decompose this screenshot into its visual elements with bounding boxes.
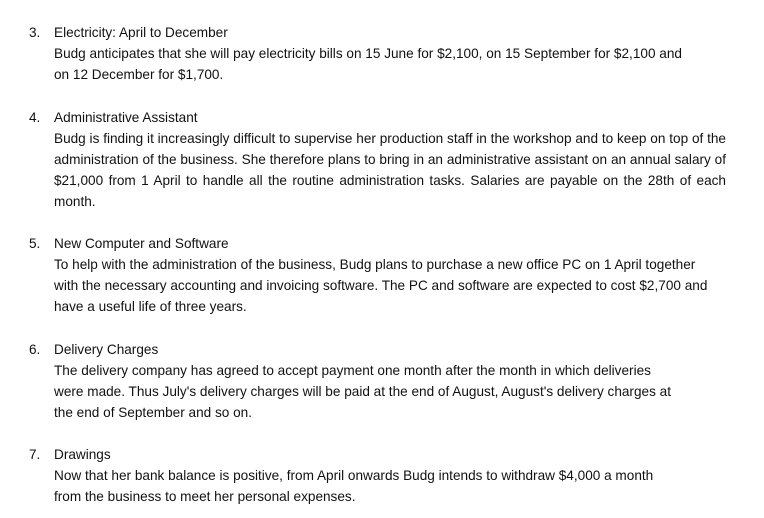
item-title: Administrative Assistant — [54, 110, 198, 125]
item-number: 5. — [29, 236, 41, 251]
item-body: Budg anticipates that she will pay electricity bills on 15 June for $2,100, on 15 September for $2,100 and on 12 December for $1,700. — [54, 46, 682, 82]
item-body: To help with the administration of the business, Budg plans to purchase a new office PC on 1 April together with the necessary accounting and invoicing software. The PC and software are expected to cost $2,700 and have a useful life of three years. — [54, 257, 708, 314]
item-title: Electricity: April to December — [54, 25, 228, 40]
item-title: Delivery Charges — [54, 342, 159, 357]
item-body: Now that her bank balance is positive, from April onwards Budg intends to withdraw $4,000 a month from the business to meet her personal expenses. — [54, 468, 654, 504]
item-body: The delivery company has agreed to accept payment one month after the month in which deliveries were made. Thus July's delivery charges will be paid at the end of August, August's delivery charges at the end of September and so on. — [54, 363, 671, 420]
item-title: New Computer and Software — [54, 236, 229, 251]
item-number: 3. — [29, 25, 41, 40]
item-title: Drawings — [54, 447, 111, 462]
item-number: 6. — [29, 342, 41, 357]
item-body: Budg is finding it increasingly difficult to supervise her production staff in the workshop and to keep on top of the administration of the business. She therefore plans to bring in an administrative assistant on an annual salary of $21,000 from 1 April to handle all the routine administration tasks. Salaries are payable on the 28th of each month. — [54, 131, 726, 209]
item-number: 7. — [29, 447, 41, 462]
item-number: 4. — [29, 110, 41, 125]
